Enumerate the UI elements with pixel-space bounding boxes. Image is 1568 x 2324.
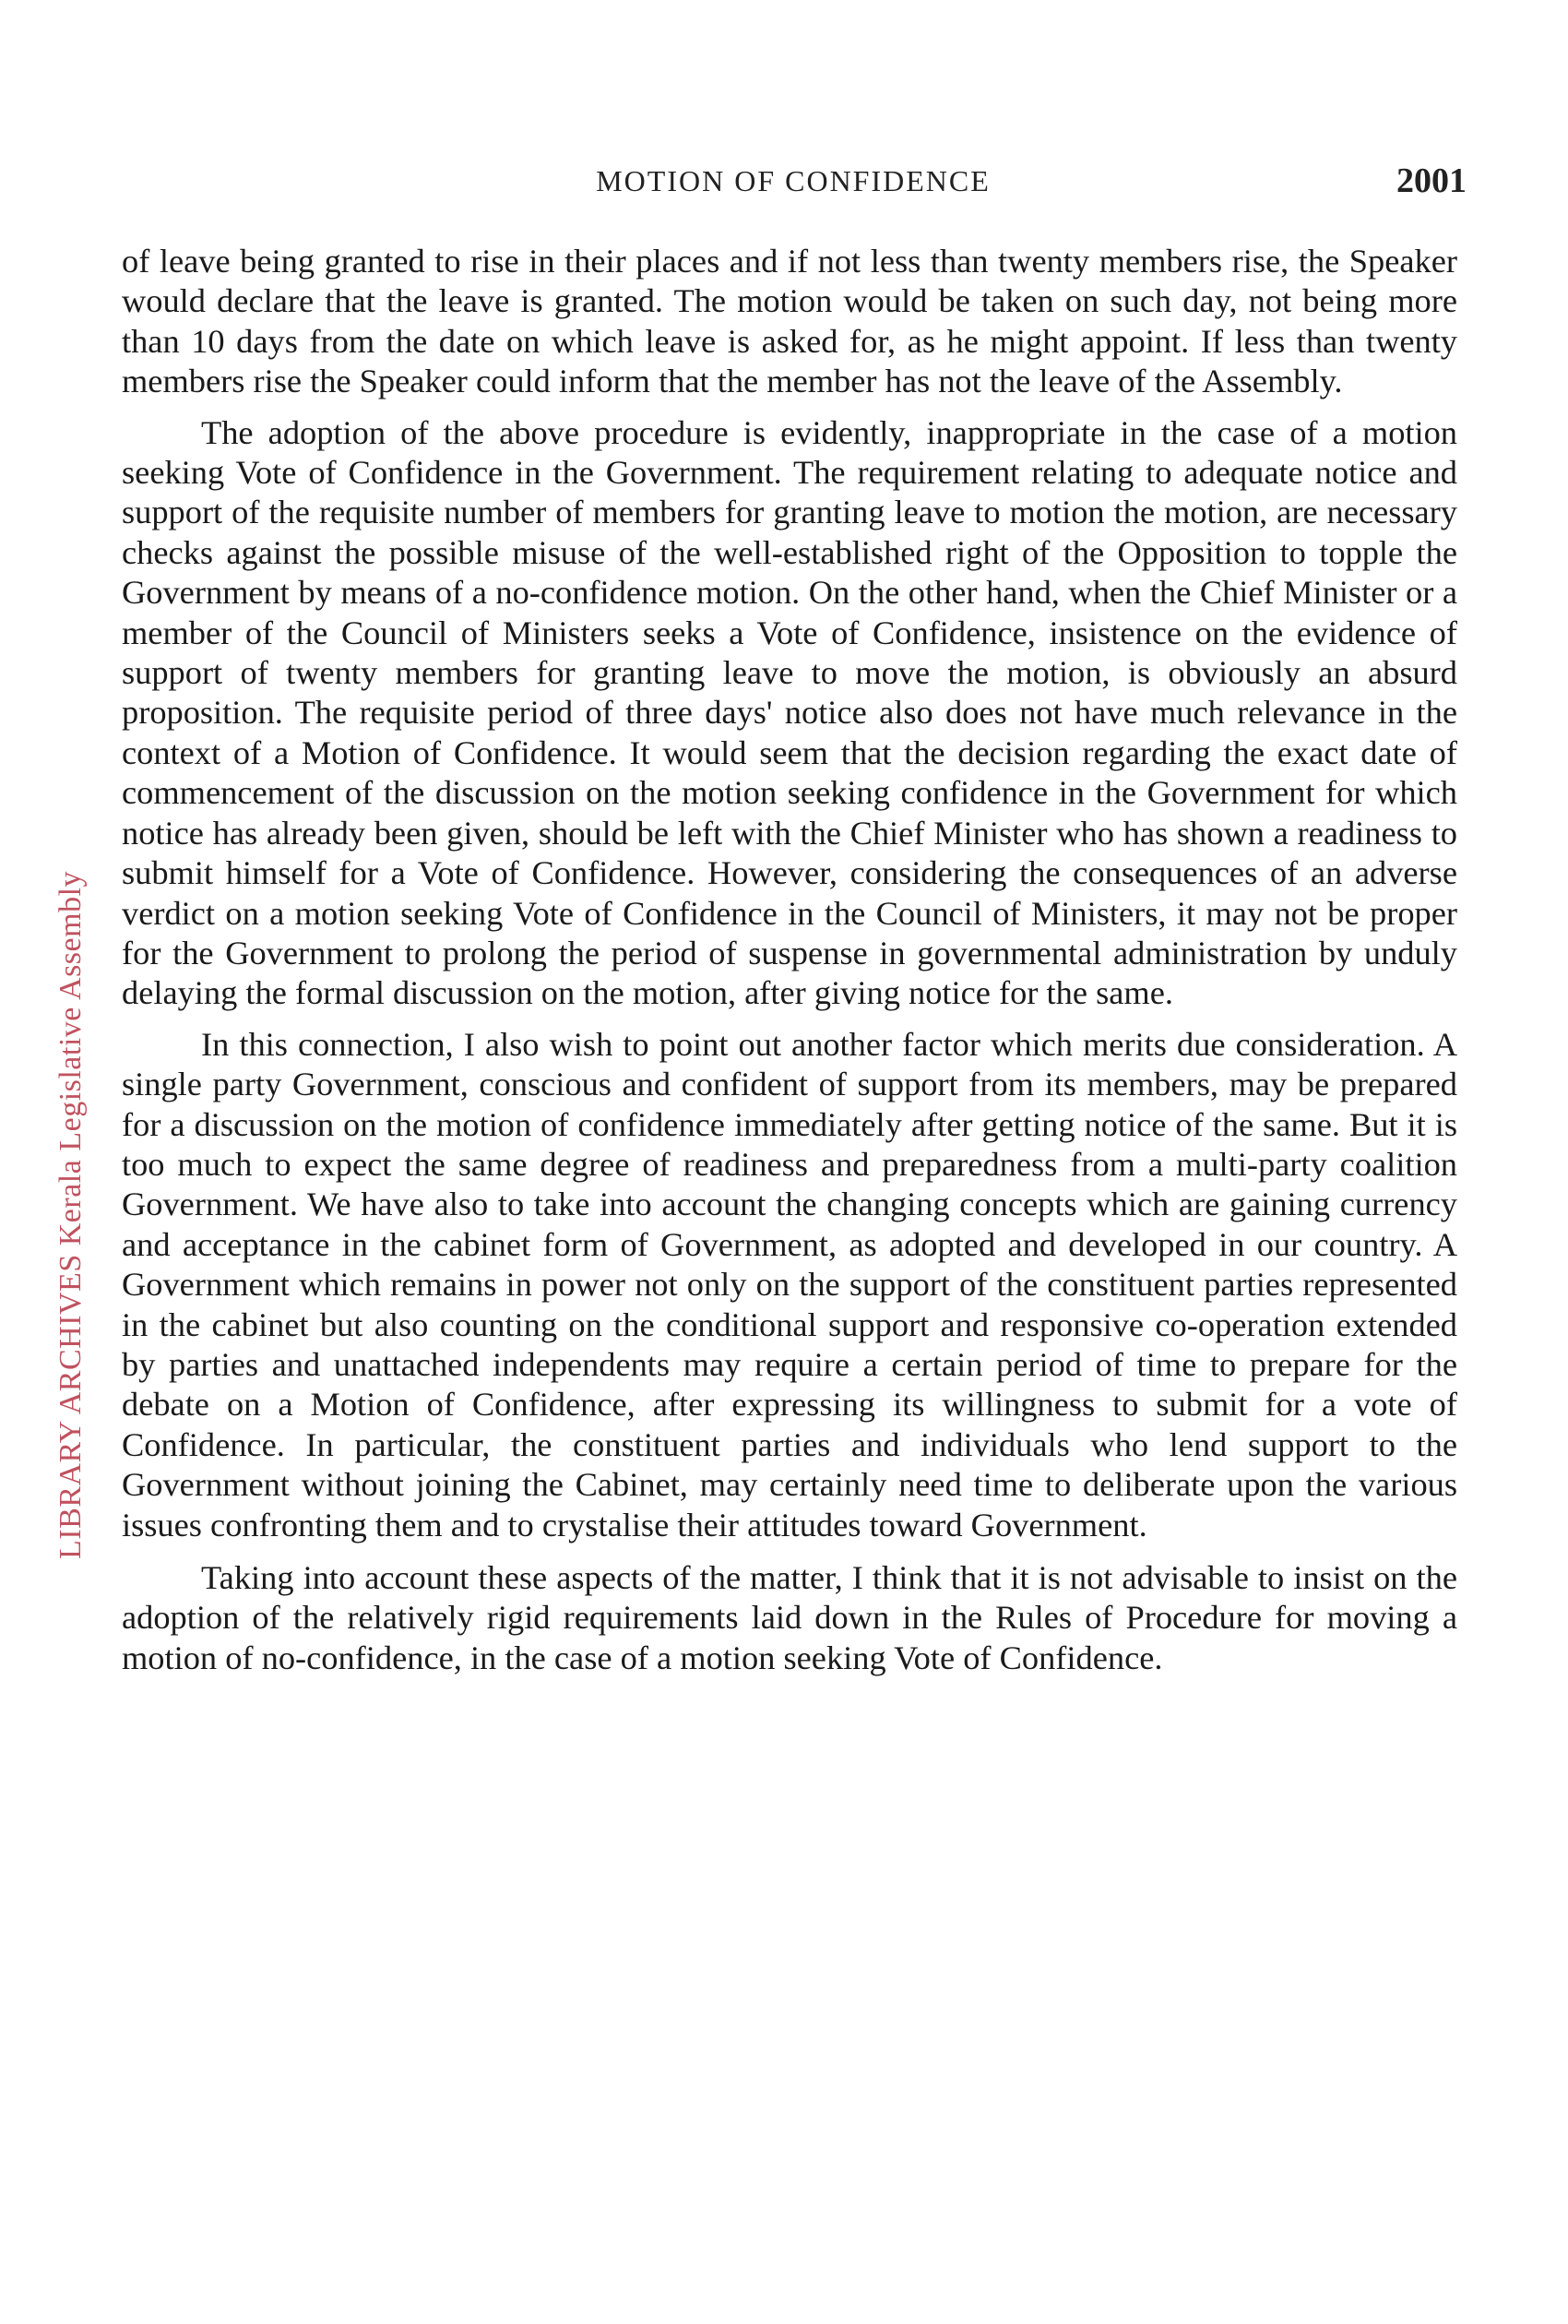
body-text [122, 242, 1457, 1678]
paragraph: In this connection, I also wish to point out another factor which merits due consideration. A single party Government, conscious and confident of support from its members, may be prepared for a discussion on the motion of confidence immediately after getting notice of the same. But it is too much to expect the same degree of readiness and preparedness from a multi-party coalition Government. We have also to take into account the changing concepts which are gaining currency and acceptance in the cabinet form of Government, as adopted and developed in our country. A Government which remains in power not only on the support of the constituent parties represented in the cabinet but also counting on the conditional support and responsive co-operation extended by parties and unattached independents may require a certain period of time to prepare for the debate on a Motion of Confidence, after expressing its willingness to submit for a vote of Confidence. In particular, the constituent parties and individuals who lend support to the Government without joining the Cabinet, may certainly need time to deliberate upon the various issues confronting them and to crystalise their attitudes toward Government. [122, 1025, 1457, 1543]
paragraph: The adoption of the above procedure is evidently, inappropriate in the case of a motion seeking Vote of Confidence in the Government. The requirement relating to adequate notice and support of the requisite number of members for granting leave to motion the motion, are necessary checks against the possible misuse of the well-established right of the Opposition to topple the Government by means of a no-confidence motion. On the other hand, when the Chief Minister or a member of the Council of Ministers seeks a Vote of Confidence, insistence on the evidence of support of twenty members for granting leave to move the motion, is obviously an absurd proposition. The requisite period of three days' notice also does not have much relevance in the context of a Motion of Confidence. It would seem that the decision regarding the exact date of commencement of the discussion on the motion seeking confidence in the Government for which notice has already been given, should be left with the Chief Minister who has shown a readiness to submit himself for a Vote of Confidence. However, considering the consequences of an adverse verdict on a motion seeking Vote of Confidence in the Council of Ministers, it may not be proper for the Government to prolong the period of suspense in governmental administration by unduly delaying the formal discussion on the motion, after giving notice for the same. [122, 413, 1457, 1012]
paragraph: Taking into account these aspects of the matter, I think that it is not advisable to insist on the adoption of the relatively rigid requirements laid down in the Rules of Procedure for moving a motion of no-confidence, in the case of a motion seeking Vote of Confidence. [122, 1559, 1457, 1676]
paragraph: of leave being granted to rise in their places and if not less than twenty members rise, the Speaker would declare that the leave is granted. The motion would be taken on such day, not being more than 10 days from the date on which leave is asked for, as he might appoint. If less than twenty members rise the Speaker could inform that the member has not the leave of the Assembly. [122, 243, 1457, 400]
running-head [120, 161, 1467, 210]
archive-stamp: LIBRARY ARCHIVES Kerala Legislative Assembly [53, 870, 88, 1559]
page-number: 2001 [1396, 161, 1467, 200]
running-title: MOTION OF CONFIDENCE [596, 164, 991, 197]
